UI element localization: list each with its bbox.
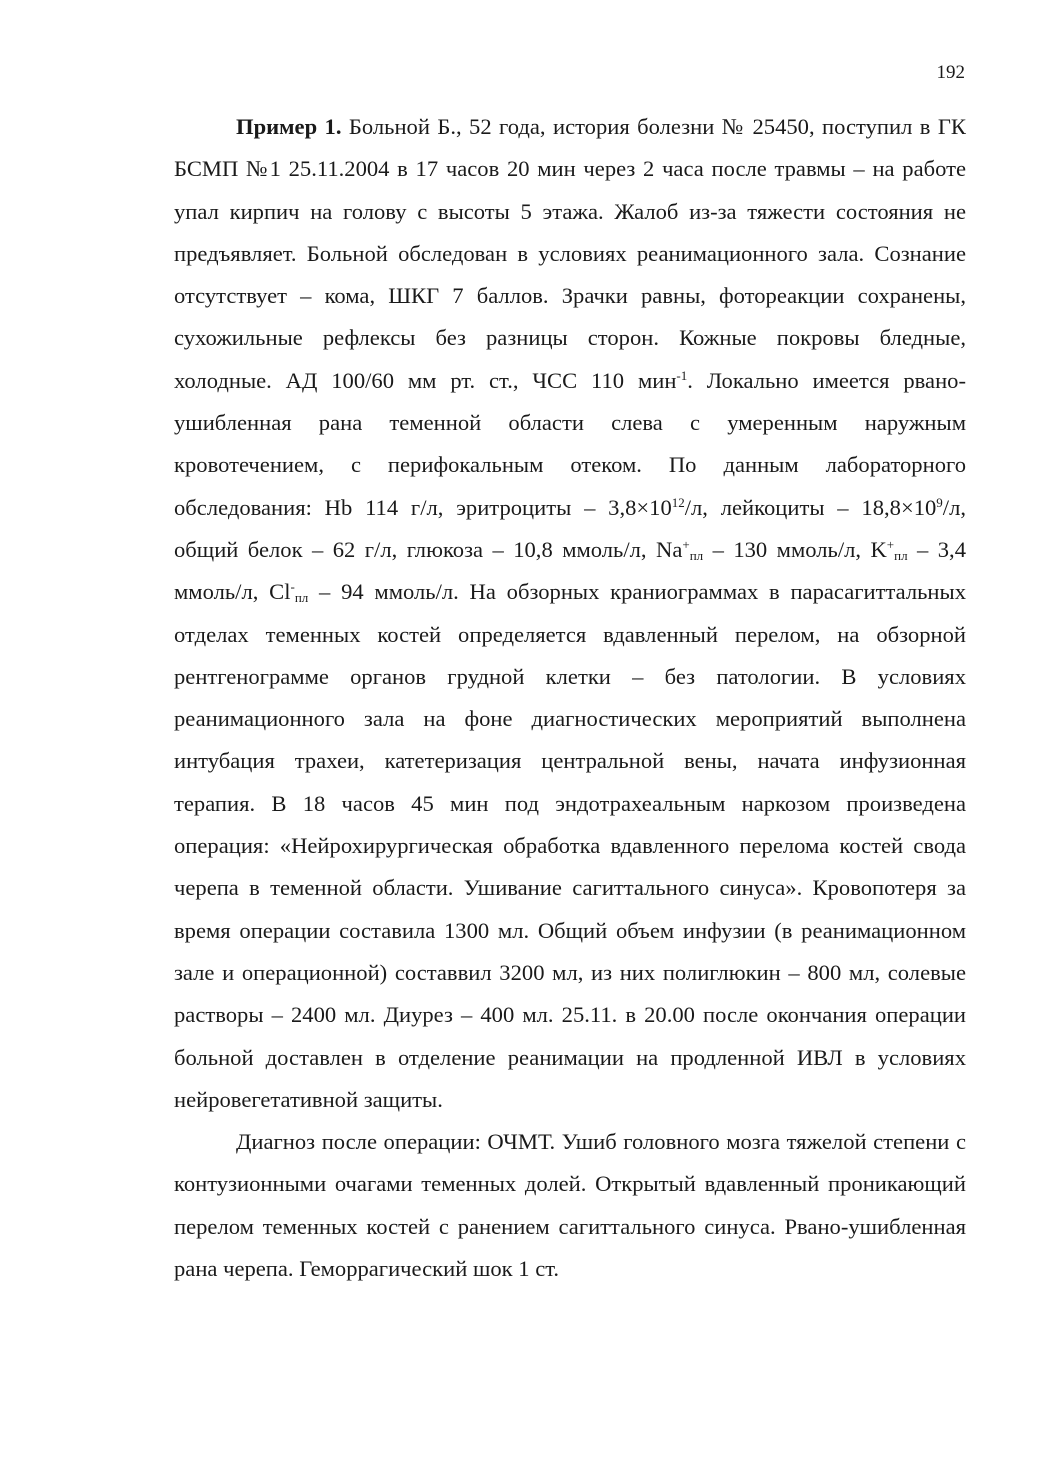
example-text-3: /л, лейкоциты – 18,8×10 (684, 494, 937, 520)
heart-rate-exponent: -1 (676, 367, 688, 383)
example-heading: Пример 1. (236, 114, 342, 139)
document-body (174, 106, 966, 1290)
example-text-2: . Локально имеется рвано-ушибленная рана теменной области слева с умеренным наружным кровотечением, с перифокальным отеком. По данным лабораторного обследования: Hb 114 г/л, эритроциты – 3,8×10 (174, 367, 966, 520)
example-text-4: /л, общий белок – 62 г/л, глюкоза – 10,8 ммоль/л, Na (174, 494, 966, 562)
leukocyte-exponent: 9 (936, 494, 943, 510)
sodium-charge: + (682, 536, 690, 552)
example-text-7: – 94 ммоль/л. На обзорных краниограммах в парасагиттальных отделах теменных костей определяется вдавленный перелом, на обзорной рентгенограмме органов грудной клетки – без патологии. В условиях реанимационного зала на фоне диагностических мероприятий выполнена интубация трахеи, катетеризация центральной вены, начата инфузионная терапия. В 18 часов 45 мин под эндотрахеальным наркозом произведена операция: «Нейрохирургическая обработка вдавленного перелома костей свода черепа в теменной области. Ушивание сагиттального синуса». Кровопотеря за время операции составила 1300 мл. Общий объем инфузии (в реанимационном зале и операционной) составвил 3200 мл, из них полиглюкин – 800 мл, солевые растворы – 2400 мл. Диурез – 400 мл. 25.11. в 20.00 после окончания операции больной доставлен в отделение реанимации на продленной ИВЛ в условиях нейровегетативной защиты. (174, 579, 966, 1112)
page-number: 192 (936, 62, 965, 83)
sodium-plasma-subscript: пл (689, 547, 704, 563)
example-text-5: – 130 ммоль/л, K (703, 536, 887, 562)
potassium-plasma-subscript: пл (894, 547, 908, 563)
potassium-charge: + (886, 536, 895, 552)
erythrocyte-exponent: 12 (671, 494, 685, 510)
example-text-1: Больной Б., 52 года, история болезни № 25450, поступил в ГК БСМП №1 25.11.2004 в 17 часов 20 мин через 2 часа после травмы – на работе упал кирпич на голову с высоты 5 этажа. Жалоб из-за тяжести состояния не предъявляет. Больной обследован в условиях реанимационного зала. Сознание отсутствует – кома, ШКГ 7 баллов. Зрачки равны, фотореакции сохранены, сухожильные рефлексы без разницы сторон. Кожные покровы бледные, холодные. АД 100/60 мм рт. ст., ЧСС 110 мин (174, 114, 966, 393)
chloride-charge: - (290, 579, 295, 595)
chloride-plasma-subscript: пл (294, 590, 309, 606)
example-text-6: – 3,4 ммоль/л, Cl (174, 536, 967, 605)
example-paragraph (174, 106, 966, 1121)
diagnosis-paragraph: Диагноз после операции: ОЧМТ. Ушиб головного мозга тяжелой степени с контузионными очагами теменных долей. Открытый вдавленный проникающий перелом теменных костей с ранением сагиттального синуса. Рвано-ушибленная рана черепа. Геморрагический шок 1 ст. (174, 1129, 966, 1282)
